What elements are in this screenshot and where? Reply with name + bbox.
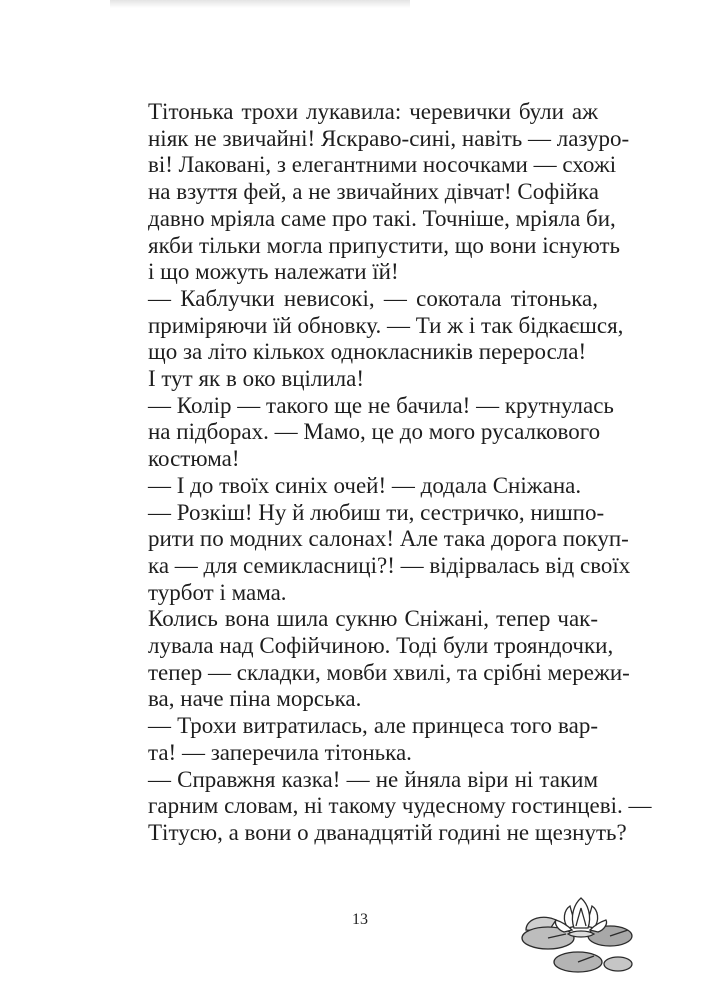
water-lily-icon	[518, 890, 638, 980]
paragraph	[126, 392, 614, 473]
paragraph	[126, 499, 631, 607]
text-line: — І до твоїх синіх очей! — додала Сніжана.	[148, 472, 582, 498]
text-line: що за літо кількох однокласників переросла!	[148, 339, 587, 365]
text-line: — Колір — такого ще не бачила! — крутнулась	[148, 392, 614, 418]
text-block	[126, 99, 652, 847]
text-line: на взуття фей, а не звичайних дівчат! Софійка	[148, 179, 599, 205]
text-line: ніяк не звичайні! Яскраво-сині, навіть — лазуро-	[148, 125, 630, 151]
text-line: ві! Лаковані, з елегантними носочками — схожі	[148, 152, 617, 178]
paragraph	[126, 366, 598, 393]
text-line: турбот і мама.	[148, 579, 287, 605]
text-line: — Розкіш! Ну й любиш ти, сестричко, нишпо-	[148, 499, 605, 525]
text-line: лувала над Софійчиною. Тоді були трояндочки,	[148, 633, 614, 659]
text-line: приміряючи їй обновку. — Ти ж і так бідкаєшся,	[148, 312, 624, 338]
text-line: І тут як в око вцілила!	[148, 366, 365, 392]
text-line: Колись вона шила сукню Сніжані, тепер чак-	[148, 606, 598, 632]
text-line: давно мріяла саме про такі. Точніше, мріяла би,	[148, 205, 616, 231]
text-line: Тітусю, а вони о дванадцятій годині не щезнуть?	[148, 819, 627, 845]
page-top-shadow	[110, 0, 410, 8]
text-line: — Каблучки невисокі, — сокотала тітонька,	[148, 285, 598, 311]
paragraph	[126, 766, 652, 847]
text-line: Тітонька трохи лукавила: черевички були аж	[148, 99, 598, 124]
text-line: та! — заперечила тітонька.	[148, 739, 412, 765]
text-line: — Справжня казка! — не йняла віри ні таким	[148, 766, 598, 792]
text-line: якби тільки могла припустити, що вони існують	[148, 232, 621, 258]
text-line: на підборах. — Мамо, це до мого русалкового	[148, 419, 601, 445]
paragraph	[126, 285, 624, 366]
text-line: ва, наче піна морська.	[148, 686, 362, 712]
text-line: ка — для семикласниці?! — відірвалась від своїх	[148, 552, 631, 578]
text-line: рити по модних салонах! Але така дорога покуп-	[148, 526, 629, 552]
text-line: костюма!	[148, 446, 240, 472]
text-line: гарним словам, ні такому чудесному гостинцеві. —	[148, 793, 652, 819]
text-line: тепер — складки, мовби хвилі, та срібні мережи-	[148, 659, 630, 685]
text-line: — Трохи витратилась, але принцеса того вар-	[148, 713, 598, 739]
paragraph	[126, 473, 598, 500]
paragraph	[126, 713, 598, 766]
page-number: 13	[352, 911, 368, 928]
text-line: і що можуть належати їй!	[148, 259, 399, 285]
paragraph	[126, 606, 630, 713]
paragraph	[126, 99, 630, 286]
